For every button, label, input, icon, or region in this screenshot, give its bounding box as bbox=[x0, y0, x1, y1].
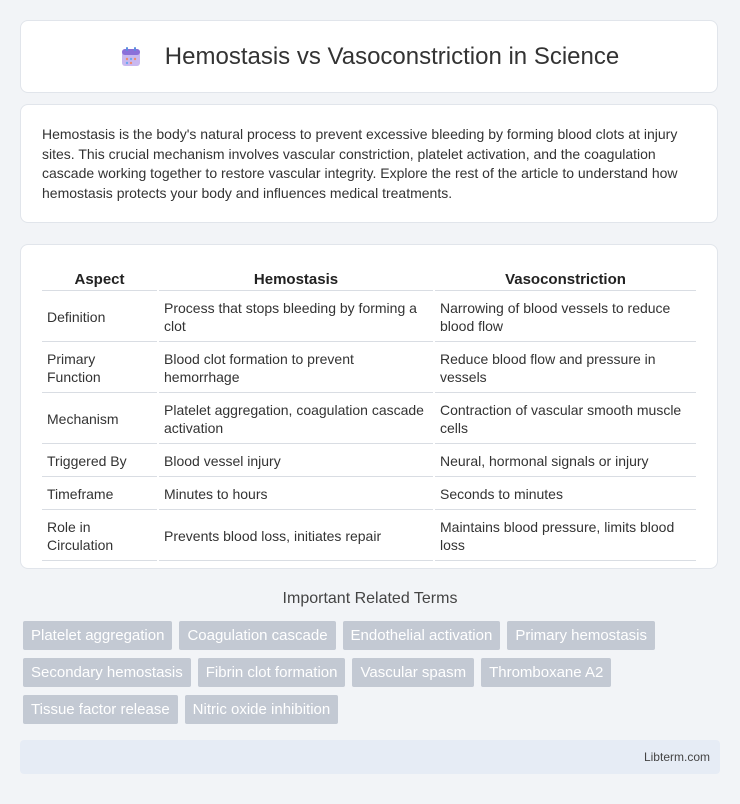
table-row bbox=[42, 395, 696, 444]
table-cell: Blood clot formation to prevent hemorrhage bbox=[159, 344, 433, 393]
table-cell: Blood vessel injury bbox=[159, 446, 433, 477]
term-tag[interactable]: Thromboxane A2 bbox=[481, 658, 611, 687]
table-row bbox=[42, 512, 696, 561]
column-header: Aspect bbox=[42, 267, 157, 291]
table-row bbox=[42, 293, 696, 342]
term-tag[interactable]: Vascular spasm bbox=[352, 658, 474, 687]
table-header-row bbox=[42, 267, 696, 291]
table-row bbox=[42, 344, 696, 393]
term-tag[interactable]: Endothelial activation bbox=[343, 621, 501, 650]
table-row bbox=[42, 479, 696, 510]
page-title: Hemostasis vs Vasoconstriction in Science bbox=[164, 42, 620, 70]
table-cell: Mechanism bbox=[42, 395, 157, 444]
term-tag[interactable]: Nitric oxide inhibition bbox=[185, 695, 339, 724]
table-cell: Narrowing of blood vessels to reduce blood flow bbox=[435, 293, 696, 342]
related-terms-section bbox=[0, 590, 740, 608]
calendar-icon bbox=[119, 45, 143, 69]
footer-site-link[interactable]: Libterm.com bbox=[643, 750, 710, 764]
table-cell: Role in Circulation bbox=[42, 512, 157, 561]
term-tag[interactable]: Platelet aggregation bbox=[23, 621, 172, 650]
table-row bbox=[42, 446, 696, 477]
table-cell: Process that stops bleeding by forming a clot bbox=[159, 293, 433, 342]
term-tag[interactable]: Secondary hemostasis bbox=[23, 658, 191, 687]
footer bbox=[20, 740, 720, 774]
header-card bbox=[20, 20, 718, 93]
column-header: Hemostasis bbox=[159, 267, 433, 291]
term-tag[interactable]: Fibrin clot formation bbox=[198, 658, 346, 687]
table-cell: Neural, hormonal signals or injury bbox=[435, 446, 696, 477]
table-cell: Prevents blood loss, initiates repair bbox=[159, 512, 433, 561]
comparison-card bbox=[20, 244, 718, 569]
table-cell: Platelet aggregation, coagulation cascade activation bbox=[159, 395, 433, 444]
table-cell: Definition bbox=[42, 293, 157, 342]
term-tag[interactable]: Tissue factor release bbox=[23, 695, 178, 724]
table-cell: Contraction of vascular smooth muscle cells bbox=[435, 395, 696, 444]
term-tag[interactable]: Coagulation cascade bbox=[179, 621, 335, 650]
intro-card bbox=[20, 104, 718, 223]
intro-text: Hemostasis is the body's natural process to prevent excessive bleeding by forming blood clots at injury sites. This crucial mechanism involves vascular constriction, platelet activation, and the coagulation cascade working together to restore vascular integrity. Explore the rest of the article to understand how hemostasis protects your body and influences medical treatments. bbox=[42, 126, 678, 201]
comparison-table bbox=[40, 265, 698, 563]
table-cell: Timeframe bbox=[42, 479, 157, 510]
table-cell: Primary Function bbox=[42, 344, 157, 393]
table-cell: Minutes to hours bbox=[159, 479, 433, 510]
related-terms-title: Important Related Terms bbox=[282, 590, 458, 607]
table-cell: Reduce blood flow and pressure in vessels bbox=[435, 344, 696, 393]
table-cell: Maintains blood pressure, limits blood loss bbox=[435, 512, 696, 561]
table-cell: Triggered By bbox=[42, 446, 157, 477]
table-cell: Seconds to minutes bbox=[435, 479, 696, 510]
column-header: Vasoconstriction bbox=[435, 267, 696, 291]
term-tag[interactable]: Primary hemostasis bbox=[507, 621, 655, 650]
related-terms-tags bbox=[23, 621, 723, 724]
